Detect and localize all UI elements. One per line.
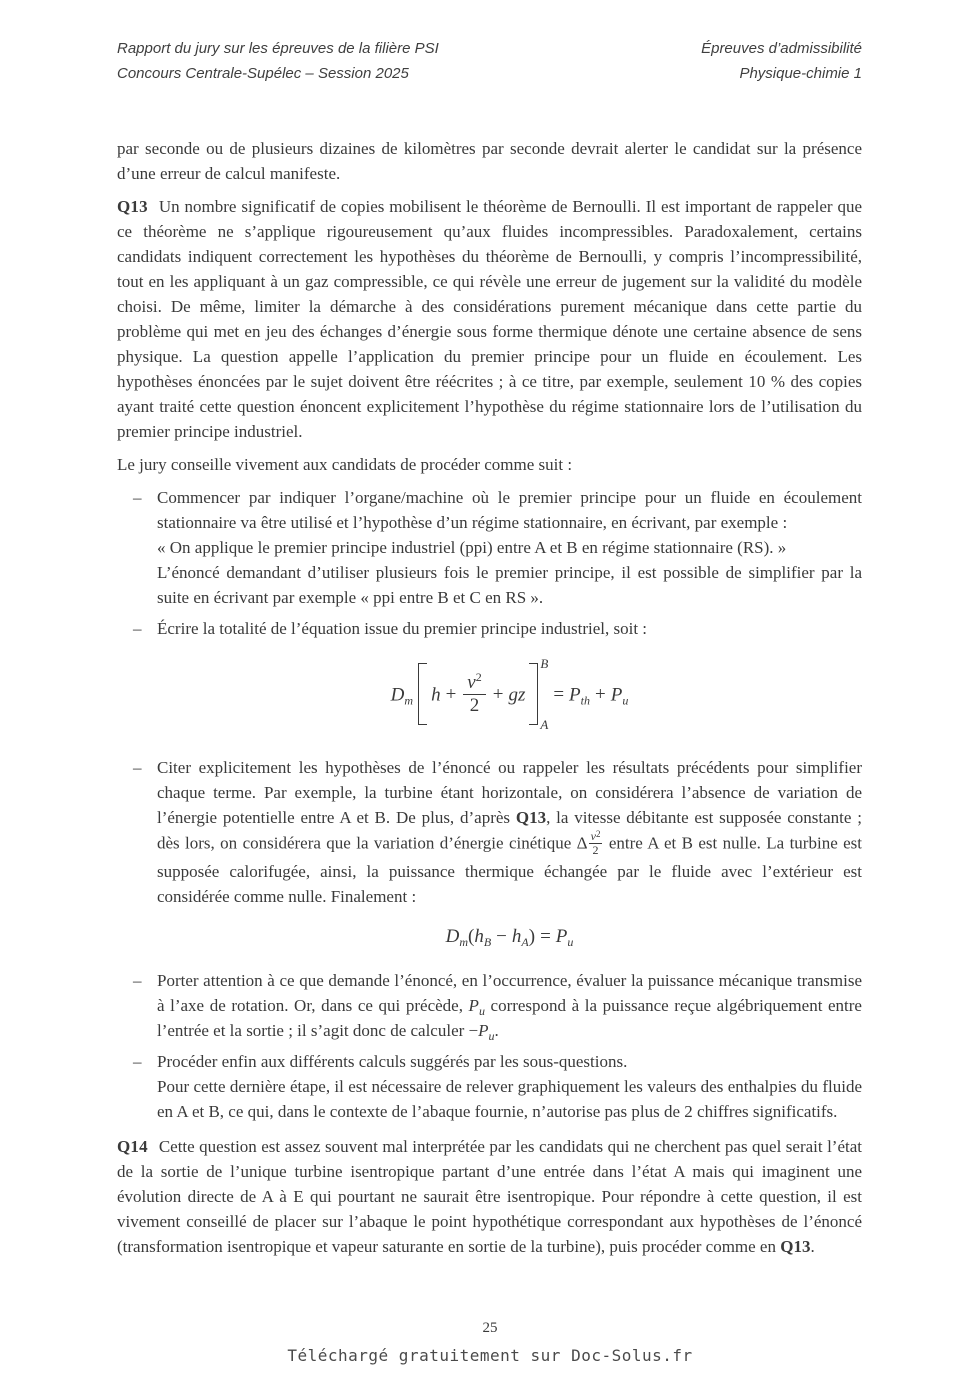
report-title: Rapport du jury sur les épreuves de la filière PSI bbox=[117, 40, 439, 57]
q13-reference: Q13 bbox=[780, 1237, 811, 1257]
paragraph-continuation-text: par seconde ou de plusieurs dizaines de kilomètres par seconde devrait alerter le candidat sur la présence d’une erreur de calcul manifeste. bbox=[117, 139, 862, 183]
item3-paragraph bbox=[157, 755, 862, 909]
item5-paragraph-1: Procéder enfin aux différents calculs suggérés par les sous-questions. bbox=[157, 1052, 628, 1072]
math-Pth-sub: th bbox=[580, 693, 590, 708]
paragraph-q13 bbox=[117, 194, 862, 444]
item4-part3: . bbox=[494, 1021, 499, 1041]
math-hA-base: h bbox=[511, 926, 522, 948]
paragraph-q14 bbox=[117, 1134, 862, 1259]
equation-enthalpy-balance bbox=[157, 926, 862, 950]
list-item bbox=[117, 968, 862, 1043]
math-equals: = bbox=[553, 684, 565, 706]
list-item bbox=[117, 616, 862, 749]
item3-part2: , la vitesse débitante est supposée constante ; dès lors, on considérera que la variation d’énergie cinétique bbox=[157, 808, 862, 853]
math-equals: = bbox=[540, 926, 551, 948]
list-item bbox=[117, 755, 862, 962]
item1-paragraph-2: « On applique le premier principe industriel (ppi) entre A et B en régime stationnaire (RS). » bbox=[157, 538, 787, 557]
page-header bbox=[117, 36, 862, 86]
exam-type: Épreuves d’admissibilité bbox=[701, 40, 862, 57]
math-exponent-2: 2 bbox=[595, 829, 601, 839]
right-bracket bbox=[529, 663, 538, 725]
dash-marker: – bbox=[133, 971, 142, 991]
q13-reference: Q13 bbox=[515, 808, 547, 827]
math-close-paren: ) bbox=[528, 926, 536, 948]
math-Pu-base: P bbox=[478, 1021, 489, 1041]
math-Dm-sub: m bbox=[459, 935, 468, 950]
list-item-body bbox=[157, 1049, 862, 1124]
item4-paragraph bbox=[157, 968, 862, 1043]
math-plus: + bbox=[445, 684, 457, 706]
item3-part3: entre A et B est nulle. La turbine est supposée calorifugée, ainsi, la puissance thermique échangée par le fluide avec l’extérieur est considérée comme nulle. Finalement : bbox=[157, 833, 863, 907]
math-denominator-2: 2 bbox=[469, 694, 480, 716]
list-item-body bbox=[157, 616, 862, 749]
math-plus: + bbox=[492, 684, 504, 706]
math-Pu-sub: u bbox=[488, 1029, 495, 1044]
limit-upper-B: B bbox=[540, 656, 549, 671]
math-minus: − bbox=[468, 1021, 479, 1041]
math-gz: gz bbox=[508, 684, 526, 706]
list-item-body bbox=[157, 755, 862, 962]
math-exponent-2: 2 bbox=[475, 669, 482, 684]
math-Dm-base: D bbox=[445, 926, 460, 948]
math-v: v bbox=[467, 671, 476, 693]
left-bracket bbox=[418, 663, 427, 725]
math-Pu-base: P bbox=[468, 996, 479, 1016]
header-left bbox=[117, 36, 439, 86]
dash-marker: – bbox=[133, 1052, 142, 1072]
math-Pu-sub: u bbox=[478, 1004, 485, 1019]
math-Pu-sub: u bbox=[622, 693, 629, 708]
math-v: v bbox=[590, 829, 596, 843]
list-item bbox=[117, 1049, 862, 1124]
list-item-body bbox=[157, 968, 862, 1043]
math-hB-base: h bbox=[474, 926, 484, 948]
page-number: 25 bbox=[482, 1320, 498, 1336]
math-delta: Δ bbox=[576, 833, 588, 853]
list-item-body bbox=[157, 485, 862, 610]
math-hB-sub: B bbox=[483, 935, 492, 950]
exam-subject: Physique-chimie 1 bbox=[739, 65, 862, 82]
dash-marker: – bbox=[133, 758, 142, 777]
paragraph-q14-part2: . bbox=[810, 1237, 815, 1257]
dash-marker: – bbox=[133, 619, 142, 638]
math-denominator-2: 2 bbox=[592, 842, 599, 857]
list-item bbox=[117, 485, 862, 610]
question-label-q13: Q13 bbox=[117, 197, 148, 216]
paragraph-continuation bbox=[117, 136, 862, 186]
watermark-text: Téléchargé gratuitement sur Doc-Solus.fr bbox=[287, 1346, 693, 1365]
dash-marker: – bbox=[133, 488, 142, 507]
fraction-v2-over-2 bbox=[463, 669, 485, 716]
paragraph-advice-text: Le jury conseille vivement aux candidats de procéder comme suit : bbox=[117, 455, 573, 474]
math-Pu-sub: u bbox=[567, 935, 574, 950]
item2-text: Écrire la totalité de l’équation issue du premier principe industriel, soit : bbox=[157, 619, 648, 638]
item1-paragraph-3: L’énoncé demandant d’utiliser plusieurs fois le premier principe, il est possible de simplifier par la suite en écrivant par exemple « ppi entre B et C en RS ». bbox=[157, 563, 862, 607]
paragraph-q14-part1: Cette question est assez souvent mal interprétée par les candidats qui ne cherchent pas quel serait l’état de la sortie de l’unique turbine isentropique partant d’une entrée dans l’état A mais qui imaginent une évolution directe de A à E qui pourtant ne saurait être isentropique. Pour répondre à cette question, il est vivement conseillé de placer sur l’abaque le point hypothétique correspondant aux hypothèses de l’énoncé (transformation isentropique et vapeur saturante en sortie de la turbine), puis procéder comme en bbox=[117, 1137, 862, 1257]
math-h: h bbox=[431, 684, 441, 706]
report-session: Concours Centrale-Supélec – Session 2025 bbox=[117, 65, 409, 82]
math-Pu-base: P bbox=[610, 684, 623, 706]
document-body bbox=[117, 136, 862, 1267]
math-Pth-base: P bbox=[569, 684, 581, 706]
math-hA-sub: A bbox=[521, 935, 529, 950]
item4-part1: Porter attention à ce que demande l’énoncé, en l’occurrence, évaluer la puissance mécanique transmise à l’axe de rotation. Or, dans ce qui précède, bbox=[157, 971, 862, 1016]
item3-part1: Citer explicitement les hypothèses de l’énoncé ou rappeler les résultats précédents pour simplifier chaque terme. Par exemple, la turbine étant horizontale, on considérera l’absence de variation de l’énergie potentielle entre A et B. De plus, d’après bbox=[157, 758, 862, 827]
math-Pu-base: P bbox=[555, 926, 568, 948]
item1-paragraph-1: Commencer par indiquer l’organe/machine où le premier principe pour un fluide en écoulement stationnaire va être utilisé et l’hypothèse d’un régime stationnaire, en écrivant, par exemple : bbox=[157, 488, 862, 532]
inline-fraction-v2-over-2 bbox=[589, 830, 603, 856]
math-Dm-base: D bbox=[390, 684, 405, 706]
question-label-q14: Q14 bbox=[117, 1137, 148, 1157]
equation-first-principle bbox=[157, 657, 862, 735]
advice-list bbox=[117, 485, 862, 1124]
math-open-paren: ( bbox=[468, 926, 475, 948]
header-right bbox=[701, 36, 862, 86]
item5-paragraph-2: Pour cette dernière étape, il est nécessaire de relever graphiquement les valeurs des enthalpies du fluide en A et B, ce qui, dans le contexte de l’abaque fournie, n’autorise pas plus de 2 chiffres significatifs. bbox=[157, 1077, 862, 1122]
math-Dm-sub: m bbox=[404, 693, 414, 708]
item4-part2: correspond à la puissance reçue algébriquement entre l’entrée et la sortie ; il s’agit donc de calculer bbox=[157, 996, 862, 1041]
paragraph-q13-text: Un nombre significatif de copies mobilisent le théorème de Bernoulli. Il est important de rappeler que ce théorème ne s’applique rigoureusement qu’aux fluides incompressibles. Paradoxalement, certains candidats indiquent correctement les hypothèses du théorème de Bernoulli, y compris l’incompressibilité, tout en les appliquant à un gaz compressible, ce qui révèle une erreur de jugement sur la validité du modèle choisi. De même, limiter la démarche à des considérations purement mécanique dans cette partie du problème qui met en jeu des échanges d’énergie sous forme thermique dénote une certaine absence de sens physique. La question appelle l’application du premier principe pour un fluide en écoulement. Les hypothèses énoncées par le sujet doivent être réécrites ; à ce titre, par exemple, seulement 10 % des copies ayant traité cette question énoncent explicitement l’hypothèse du régime stationnaire lors de l’utilisation du premier principe industriel. bbox=[117, 197, 862, 441]
math-plus: + bbox=[594, 684, 606, 706]
paragraph-advice bbox=[117, 452, 862, 477]
math-minus: − bbox=[496, 926, 507, 948]
limit-lower-A: A bbox=[540, 717, 549, 732]
